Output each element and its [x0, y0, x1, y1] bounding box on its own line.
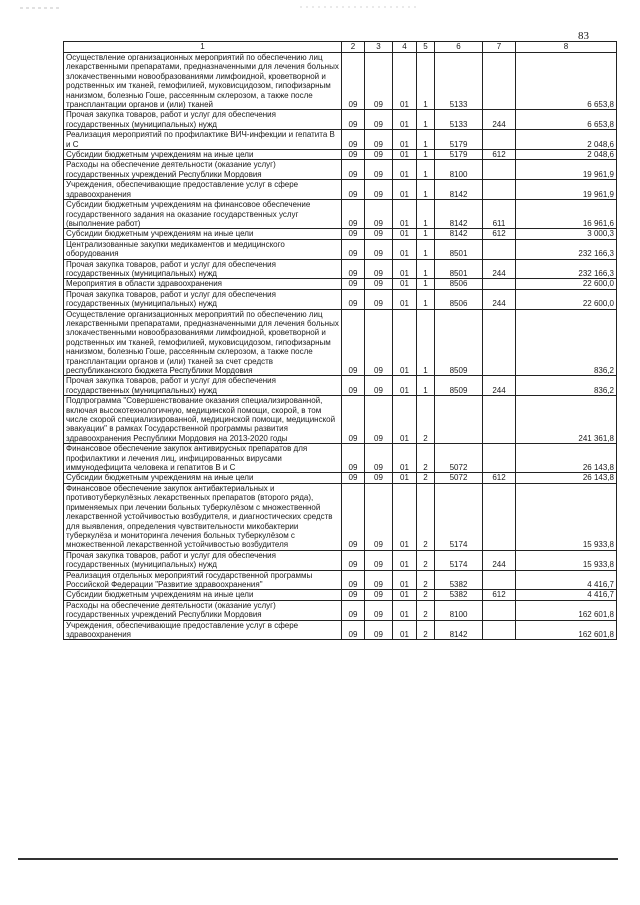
amount-value: 836,2	[516, 376, 617, 396]
table-row	[64, 239, 617, 259]
subsection-code: 09	[365, 550, 393, 570]
amount-value: 232 166,3	[516, 259, 617, 279]
program-code: 01	[393, 396, 417, 444]
table-row	[64, 110, 617, 130]
header-cell: 6	[435, 42, 483, 53]
expense-type-code	[483, 600, 516, 620]
amount-value: 3 000,3	[516, 229, 617, 239]
table-row	[64, 53, 617, 110]
header-cell: 5	[417, 42, 435, 53]
subprogram-code: 2	[417, 620, 435, 640]
section-code: 09	[342, 289, 365, 309]
table-row	[64, 483, 617, 550]
target-article-code: 5179	[435, 150, 483, 160]
subsection-code: 09	[365, 590, 393, 600]
subsection-code: 09	[365, 239, 393, 259]
section-code: 09	[342, 53, 365, 110]
program-code: 01	[393, 180, 417, 200]
target-article-code: 5072	[435, 473, 483, 483]
target-article-code: 5174	[435, 483, 483, 550]
row-description: Подпрограмма "Совершенствование оказания специализированной, включая высокотехнологичную, медицинской помощи, скорой, в том числе скорой специализированной, медицинской помощи, медицинской эвакуации" в рамках Государственной программы развития здравоохранения Республики Мордовия на 2013-2020 годы	[64, 396, 342, 444]
amount-value: 19 961,9	[516, 180, 617, 200]
table-row	[64, 289, 617, 309]
header-cell: 7	[483, 42, 516, 53]
table-row	[64, 160, 617, 180]
section-code: 09	[342, 180, 365, 200]
row-description: Прочая закупка товаров, работ и услуг для обеспечения государственных (муниципальных) нужд	[64, 110, 342, 130]
section-code: 09	[342, 239, 365, 259]
row-description: Финансовое обеспечение закупок антибактериальных и противотуберкулёзных лекарственных препаратов (второго ряда), применяемых при лечении больных туберкулёзом с множественной лекарственной устойчивостью возбудителя, и диагностических средств для выявления, определения чувствительности микобактерии туберкулёза и мониторинга лечения больных туберкулёзом с множественной лекарственной устойчивостью возбудителя	[64, 483, 342, 550]
target-article-code: 8142	[435, 180, 483, 200]
target-article-code: 8506	[435, 279, 483, 289]
amount-value: 15 933,8	[516, 550, 617, 570]
row-description: Учреждения, обеспечивающие предоставление услуг в сфере здравоохранения	[64, 620, 342, 640]
expense-type-code: 612	[483, 590, 516, 600]
program-code: 01	[393, 53, 417, 110]
amount-value: 6 653,8	[516, 53, 617, 110]
target-article-code: 5133	[435, 53, 483, 110]
program-code: 01	[393, 309, 417, 376]
target-article-code: 5133	[435, 110, 483, 130]
target-article-code: 5072	[435, 444, 483, 473]
subprogram-code: 2	[417, 550, 435, 570]
amount-value: 162 601,8	[516, 620, 617, 640]
expense-type-code	[483, 130, 516, 150]
amount-value: 4 416,7	[516, 570, 617, 590]
table-row	[64, 150, 617, 160]
row-description: Прочая закупка товаров, работ и услуг для обеспечения государственных (муниципальных) нужд	[64, 259, 342, 279]
section-code: 09	[342, 130, 365, 150]
amount-value: 16 961,6	[516, 200, 617, 229]
section-code: 09	[342, 160, 365, 180]
target-article-code: 5179	[435, 130, 483, 150]
subprogram-code: 1	[417, 200, 435, 229]
subsection-code: 09	[365, 396, 393, 444]
row-description: Осуществление организационных мероприятий по обеспечению лиц лекарственными препаратами, предназначенными для лечения больных злокачественными новообразованиями лимфоидной, кроветворной и родственных им тканей, гемофилией, муковисцидозом, гипофизарным нанизмом, болезнью Гоше, рассеянным склерозом, а также после трансплантации органов и (или) тканей за счет средств республиканского бюджета Республики Мордовия	[64, 309, 342, 376]
row-description: Централизованные закупки медикаментов и медицинского оборудования	[64, 239, 342, 259]
subprogram-code: 2	[417, 600, 435, 620]
program-code: 01	[393, 259, 417, 279]
row-description: Субсидии бюджетным учреждениям на иные цели	[64, 590, 342, 600]
subsection-code: 09	[365, 289, 393, 309]
subprogram-code: 1	[417, 110, 435, 130]
section-code: 09	[342, 309, 365, 376]
subprogram-code: 1	[417, 279, 435, 289]
amount-value: 162 601,8	[516, 600, 617, 620]
row-description: Мероприятия в области здравоохранения	[64, 279, 342, 289]
target-article-code: 8501	[435, 259, 483, 279]
program-code: 01	[393, 279, 417, 289]
target-article-code: 8506	[435, 289, 483, 309]
subprogram-code: 2	[417, 570, 435, 590]
section-code: 09	[342, 473, 365, 483]
subprogram-code: 2	[417, 396, 435, 444]
subsection-code: 09	[365, 130, 393, 150]
subsection-code: 09	[365, 279, 393, 289]
row-description: Расходы на обеспечение деятельности (оказание услуг) государственных учреждений Республики Мордовия	[64, 160, 342, 180]
subsection-code: 09	[365, 444, 393, 473]
subsection-code: 09	[365, 483, 393, 550]
program-code: 01	[393, 239, 417, 259]
table-row	[64, 550, 617, 570]
table-row	[64, 473, 617, 483]
subprogram-code: 2	[417, 473, 435, 483]
program-code: 01	[393, 444, 417, 473]
program-code: 01	[393, 620, 417, 640]
expense-type-code	[483, 620, 516, 640]
subsection-code: 09	[365, 600, 393, 620]
budget-table	[63, 41, 617, 640]
subprogram-code: 1	[417, 309, 435, 376]
scan-artifact	[0, 0, 640, 10]
section-code: 09	[342, 396, 365, 444]
target-article-code: 8509	[435, 376, 483, 396]
table-row	[64, 180, 617, 200]
expense-type-code: 244	[483, 376, 516, 396]
amount-value: 15 933,8	[516, 483, 617, 550]
program-code: 01	[393, 483, 417, 550]
target-article-code	[435, 396, 483, 444]
page-divider	[18, 858, 618, 860]
table-row	[64, 229, 617, 239]
subsection-code: 09	[365, 309, 393, 376]
target-article-code: 8142	[435, 620, 483, 640]
expense-type-code	[483, 444, 516, 473]
expense-type-code	[483, 396, 516, 444]
program-code: 01	[393, 110, 417, 130]
subsection-code: 09	[365, 259, 393, 279]
subprogram-code: 1	[417, 229, 435, 239]
section-code: 09	[342, 483, 365, 550]
table-row	[64, 259, 617, 279]
expense-type-code: 244	[483, 550, 516, 570]
amount-value: 241 361,8	[516, 396, 617, 444]
row-description: Учреждения, обеспечивающие предоставление услуг в сфере здравоохранения	[64, 180, 342, 200]
program-code: 01	[393, 600, 417, 620]
row-description: Субсидии бюджетным учреждениям на финансовое обеспечение государственного задания на оказание государственных услуг (выполнение работ)	[64, 200, 342, 229]
subsection-code: 09	[365, 229, 393, 239]
expense-type-code	[483, 160, 516, 180]
row-description: Прочая закупка товаров, работ и услуг для обеспечения государственных (муниципальных) нужд	[64, 550, 342, 570]
expense-type-code: 244	[483, 289, 516, 309]
target-article-code: 8509	[435, 309, 483, 376]
section-code: 09	[342, 570, 365, 590]
target-article-code: 8501	[435, 239, 483, 259]
row-description: Финансовое обеспечение закупок антивирусных препаратов для профилактики и лечения лиц, инфицированных вирусами иммунодефицита человека и гепатитов В и С	[64, 444, 342, 473]
table-row	[64, 570, 617, 590]
table-row	[64, 444, 617, 473]
subprogram-code: 1	[417, 53, 435, 110]
expense-type-code	[483, 483, 516, 550]
subsection-code: 09	[365, 200, 393, 229]
expense-type-code: 611	[483, 200, 516, 229]
row-description: Осуществление организационных мероприятий по обеспечению лиц лекарственными препаратами, предназначенными для лечения больных злокачественными новообразованиями лимфоидной, кроветворной и родственных им тканей, гемофилией, муковисцидозом, гипофизарным нанизмом, болезнью Гоше, рассеянным склерозом, а также после трансплантации органов и (или) тканей	[64, 53, 342, 110]
subprogram-code: 1	[417, 150, 435, 160]
expense-type-code: 244	[483, 259, 516, 279]
section-code: 09	[342, 444, 365, 473]
row-description: Субсидии бюджетным учреждениям на иные цели	[64, 229, 342, 239]
header-cell: 4	[393, 42, 417, 53]
section-code: 09	[342, 150, 365, 160]
table-body	[64, 53, 617, 640]
amount-value: 2 048,6	[516, 130, 617, 150]
section-code: 09	[342, 229, 365, 239]
amount-value: 836,2	[516, 309, 617, 376]
section-code: 09	[342, 620, 365, 640]
section-code: 09	[342, 590, 365, 600]
row-description: Расходы на обеспечение деятельности (оказание услуг) государственных учреждений Республики Мордовия	[64, 600, 342, 620]
table-row	[64, 130, 617, 150]
section-code: 09	[342, 259, 365, 279]
expense-type-code	[483, 180, 516, 200]
subsection-code: 09	[365, 570, 393, 590]
table-row	[64, 396, 617, 444]
table-row	[64, 200, 617, 229]
row-description: Субсидии бюджетным учреждениям на иные цели	[64, 150, 342, 160]
subprogram-code: 2	[417, 483, 435, 550]
expense-type-code	[483, 239, 516, 259]
subprogram-code: 1	[417, 289, 435, 309]
expense-type-code: 612	[483, 229, 516, 239]
row-description: Прочая закупка товаров, работ и услуг для обеспечения государственных (муниципальных) нужд	[64, 376, 342, 396]
subprogram-code: 1	[417, 160, 435, 180]
program-code: 01	[393, 570, 417, 590]
subprogram-code: 1	[417, 130, 435, 150]
program-code: 01	[393, 473, 417, 483]
target-article-code: 5382	[435, 570, 483, 590]
page-number: 83	[578, 30, 589, 42]
amount-value: 4 416,7	[516, 590, 617, 600]
row-description: Реализация отдельных мероприятий государственной программы Российской Федерации "Развитие здравоохранения"	[64, 570, 342, 590]
subsection-code: 09	[365, 473, 393, 483]
amount-value: 232 166,3	[516, 239, 617, 259]
section-code: 09	[342, 200, 365, 229]
program-code: 01	[393, 590, 417, 600]
row-description: Субсидии бюджетным учреждениям на иные цели	[64, 473, 342, 483]
subsection-code: 09	[365, 376, 393, 396]
program-code: 01	[393, 550, 417, 570]
header-cell: 1	[64, 42, 342, 53]
subprogram-code: 2	[417, 444, 435, 473]
subprogram-code: 2	[417, 590, 435, 600]
target-article-code: 8142	[435, 200, 483, 229]
target-article-code: 8100	[435, 160, 483, 180]
subsection-code: 09	[365, 620, 393, 640]
target-article-code: 5174	[435, 550, 483, 570]
subprogram-code: 1	[417, 259, 435, 279]
program-code: 01	[393, 150, 417, 160]
program-code: 01	[393, 200, 417, 229]
row-description: Реализация мероприятий по профилактике ВИЧ-инфекции и гепатита В и С	[64, 130, 342, 150]
subsection-code: 09	[365, 180, 393, 200]
subprogram-code: 1	[417, 239, 435, 259]
amount-value: 26 143,8	[516, 473, 617, 483]
table-row	[64, 600, 617, 620]
expense-type-code	[483, 309, 516, 376]
subprogram-code: 1	[417, 180, 435, 200]
table-row	[64, 376, 617, 396]
header-cell: 8	[516, 42, 617, 53]
row-description: Прочая закупка товаров, работ и услуг для обеспечения государственных (муниципальных) нужд	[64, 289, 342, 309]
program-code: 01	[393, 160, 417, 180]
amount-value: 19 961,9	[516, 160, 617, 180]
expense-type-code	[483, 279, 516, 289]
expense-type-code: 244	[483, 110, 516, 130]
amount-value: 6 653,8	[516, 110, 617, 130]
section-code: 09	[342, 110, 365, 130]
section-code: 09	[342, 550, 365, 570]
amount-value: 22 600,0	[516, 289, 617, 309]
subsection-code: 09	[365, 150, 393, 160]
target-article-code: 8100	[435, 600, 483, 620]
program-code: 01	[393, 289, 417, 309]
expense-type-code	[483, 570, 516, 590]
subsection-code: 09	[365, 160, 393, 180]
amount-value: 22 600,0	[516, 279, 617, 289]
table-row	[64, 309, 617, 376]
header-cell: 2	[342, 42, 365, 53]
program-code: 01	[393, 376, 417, 396]
header-cell: 3	[365, 42, 393, 53]
target-article-code: 5382	[435, 590, 483, 600]
target-article-code: 8142	[435, 229, 483, 239]
amount-value: 26 143,8	[516, 444, 617, 473]
section-code: 09	[342, 376, 365, 396]
table-row	[64, 590, 617, 600]
expense-type-code: 612	[483, 150, 516, 160]
expense-type-code	[483, 53, 516, 110]
table-row	[64, 620, 617, 640]
subprogram-code: 1	[417, 376, 435, 396]
program-code: 01	[393, 130, 417, 150]
amount-value: 2 048,6	[516, 150, 617, 160]
table-row	[64, 279, 617, 289]
table-header	[64, 42, 617, 53]
expense-type-code: 612	[483, 473, 516, 483]
section-code: 09	[342, 279, 365, 289]
section-code: 09	[342, 600, 365, 620]
program-code: 01	[393, 229, 417, 239]
subsection-code: 09	[365, 53, 393, 110]
subsection-code: 09	[365, 110, 393, 130]
